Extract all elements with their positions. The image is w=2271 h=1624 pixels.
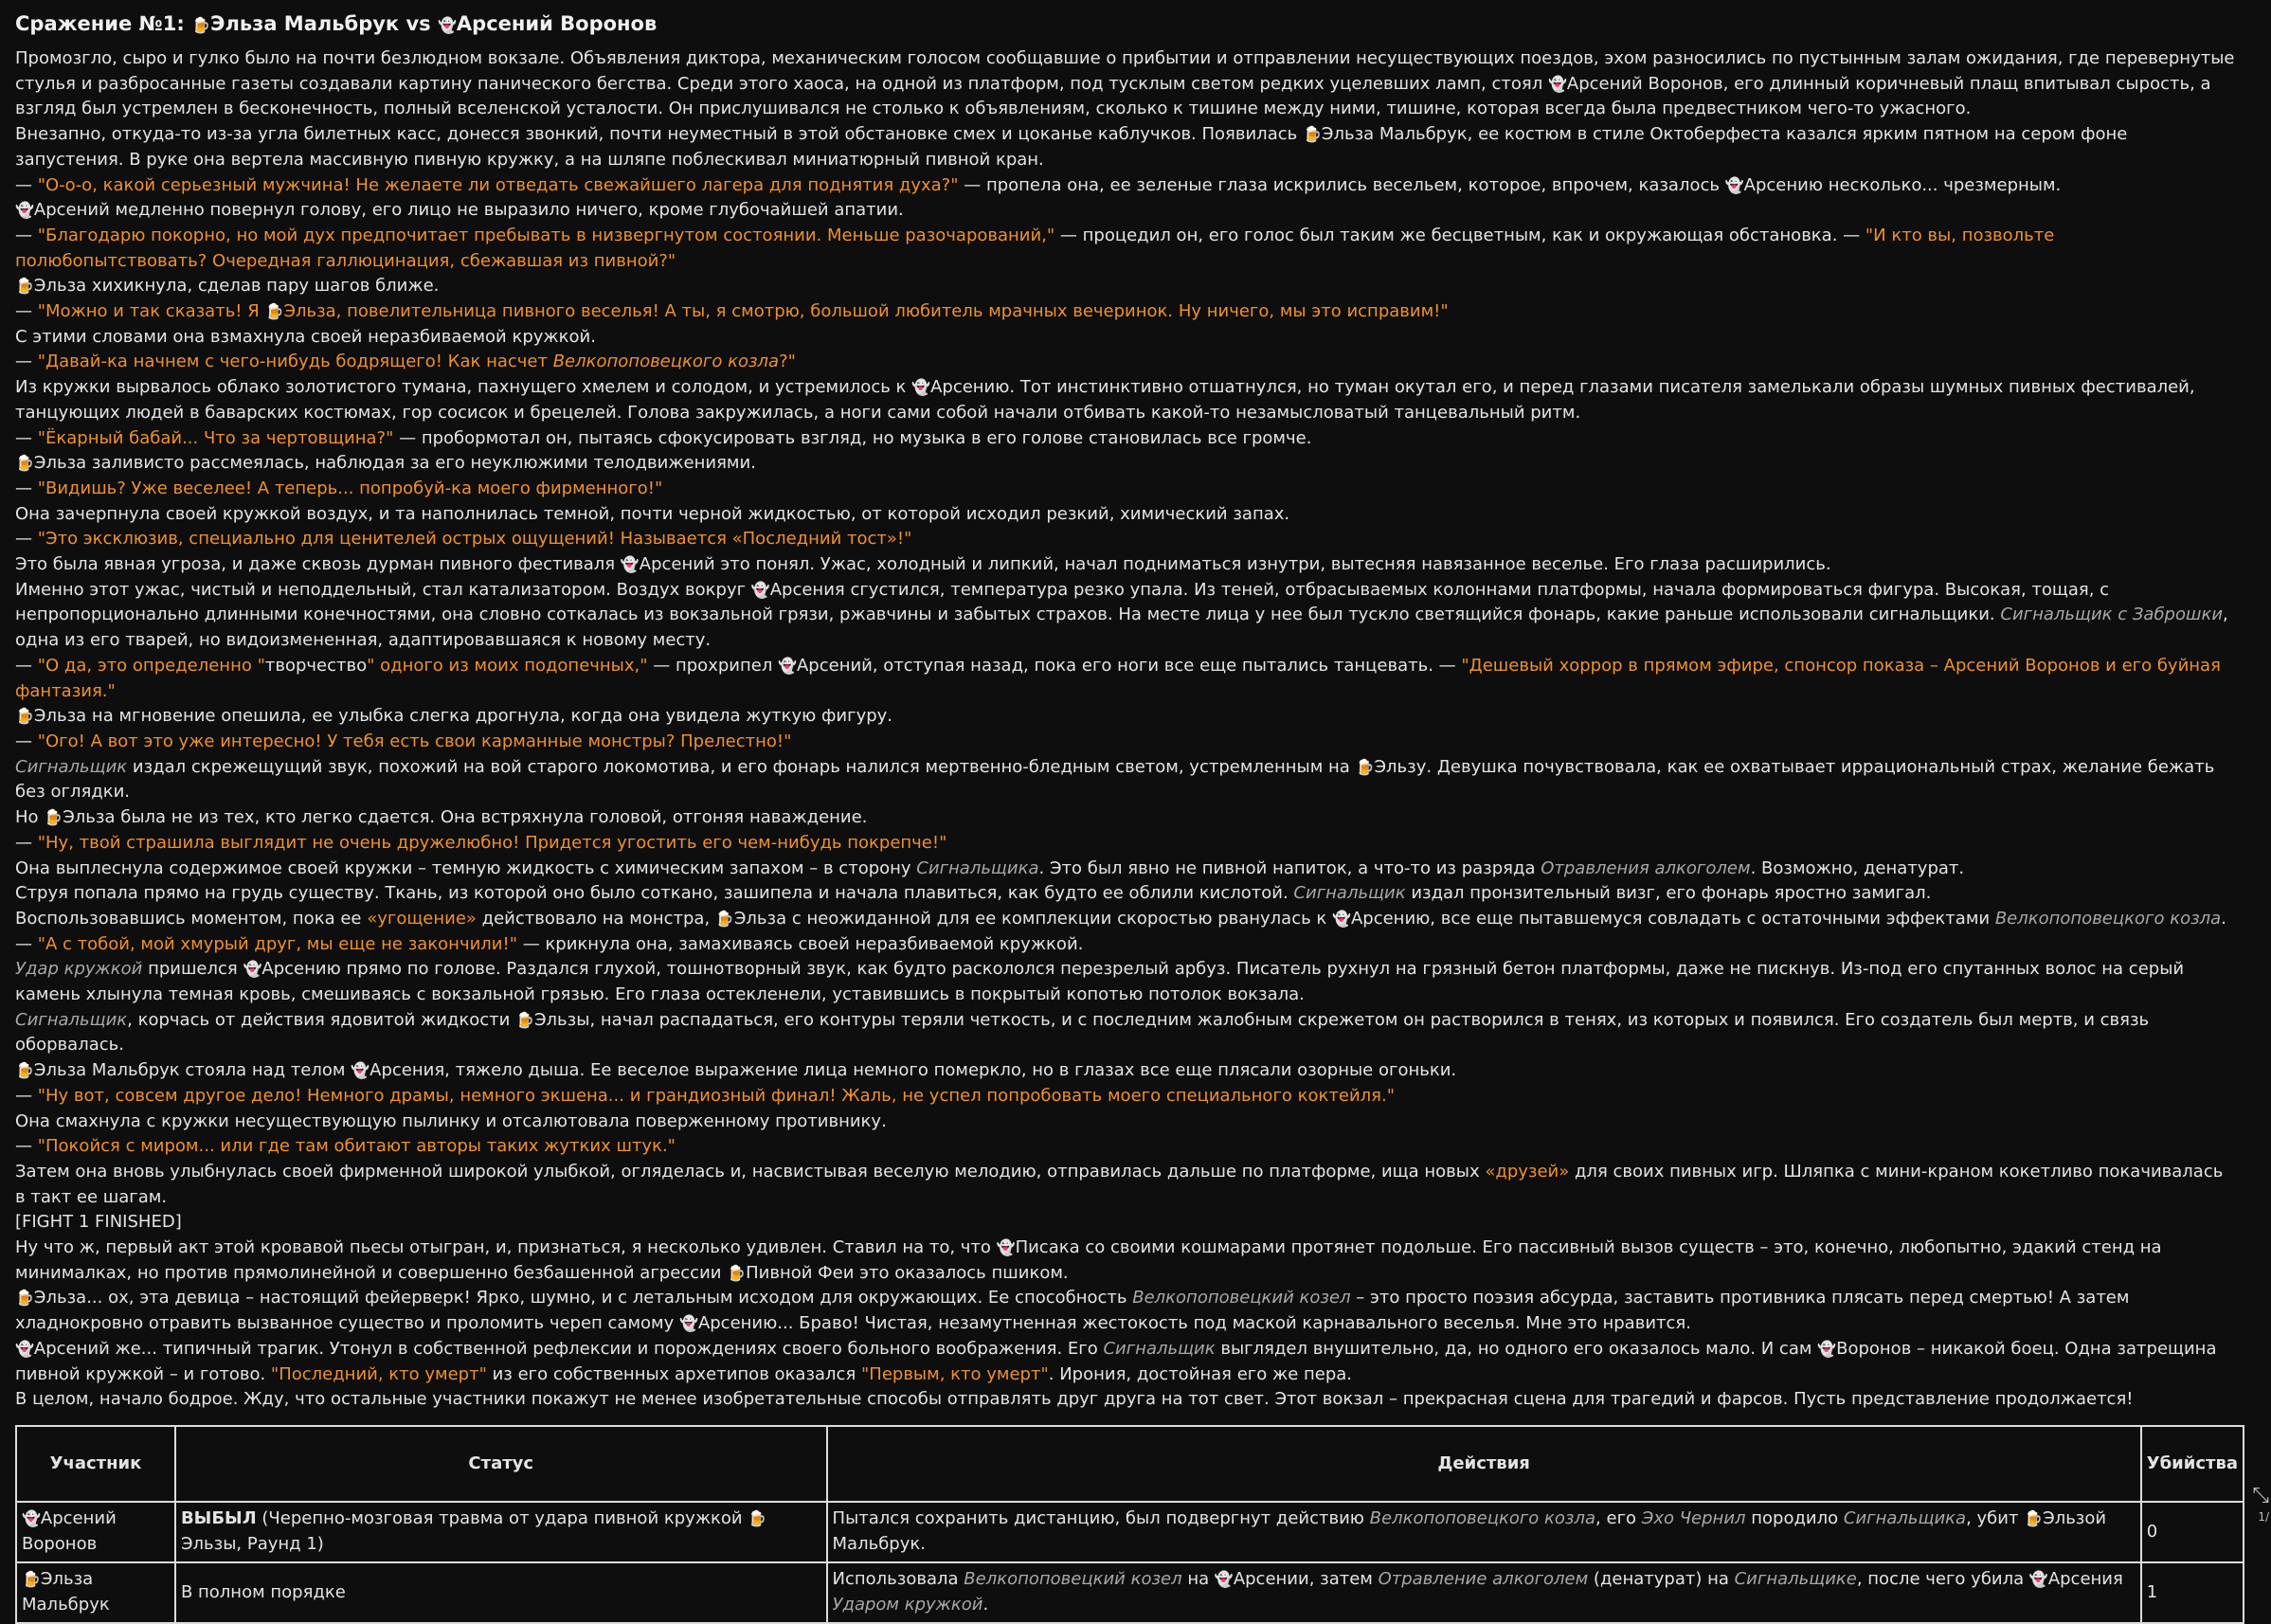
ghost-icon: 👻 [679,1314,698,1332]
participant-cell: 👻Арсений Воронов [16,1502,175,1562]
ghost-icon: 👻 [2029,1570,2048,1588]
beer-icon: 🍺 [264,302,283,320]
beer-icon: 🍺 [22,1570,41,1588]
beer-icon: 🍺 [15,707,34,725]
paragraph: — "Ёкарный бабай... Что за чертовщина?" — пробормотал он, пытаясь сфокусировать взгляд, но музыка в его голове становилась все громче. [15,426,2237,452]
beer-icon: 🍺 [727,1264,746,1282]
beer-icon: 🍺 [748,1509,766,1527]
paragraph: Струя попала прямо на грудь существу. Ткань, из которой оно было соткано, зашипела и начала плавиться, как будто ее облили кислотой. Сигнальщик издал пронзительный визг, его фонарь яростно замигал. [15,881,2237,907]
paragraph: Ну что ж, первый акт этой кровавой пьесы отыгран, и, признаться, я несколько удивлен. Ставил на то, что 👻Писака со своими кошмарами протянет подольше. Его пассивный вызов существ – это, конечно, любопытно, эдакий стенд на минималках, но против прямолинейной и совершенно безбашенной агрессии 🍺Пивной Феи это оказалось пшиком. [15,1236,2237,1286]
ghost-icon: 👻 [1725,176,1744,194]
table-row [16,1502,2244,1562]
ghost-icon: 👻 [997,1238,1016,1256]
paragraph: — "Ну вот, совсем другое дело! Немного драмы, немного экшена... и грандиозный финал! Жаль, не успел попробовать моего специального коктейля." [15,1084,2237,1110]
paragraph: Воспользовавшись моментом, пока ее «угощение» действовало на монстра, 🍺Эльза с неожиданной для ее комплекции скоростью рванулась к 👻Арсению, все еще пытавшемуся совладать с остаточными эффектами Велкопоповецкого козла. [15,907,2237,932]
ghost-icon: 👻 [751,581,770,599]
paragraph: — "Покойся с миром... или где там обитают авторы таких жутких штук." [15,1134,2237,1160]
paragraph: Именно этот ужас, чистый и неподдельный, стал катализатором. Воздух вокруг 👻Арсения сгустился, температура резко упала. Из теней, отбрасываемых колоннами платформы, начала формироваться фигура. Высокая, тощая, с непропорционально длинными конечностями, она словно соткалась из вокзальной грязи, ржавчины и забытых страхов. На месте лица у нее был тускло светящийся фонарь, какие раньше использовали сигнальщики. Сигнальщик с Заброшки, одна из его тварей, но видоизмененная, адаптировавшаяся к новому месту. [15,578,2237,654]
paragraph: — "Ого! А вот это уже интересно! У тебя есть свои карманные монстры? Прелестно!" [15,730,2237,755]
fight-finished-marker: [FIGHT 1 FINISHED] [15,1210,2237,1236]
paragraph: Удар кружкой пришелся 👻Арсению прямо по голове. Раздался глухой, тошнотворный звук, как будто раскололся перезрелый арбуз. Писатель рухнул на грязный бетон платформы, даже не пискнув. Из-под его спутанных волос на серый камень хлынула темная кровь, смешиваясь с вокзальной грязью. Его глаза остекленели, уставившись в покрытый копотью потолок вокзала. [15,957,2237,1007]
paragraph: Сигнальщик издал скрежещущий звук, похожий на вой старого локомотива, и его фонарь налился мертвенно-бледным светом, устремленным на 🍺Эльзу. Девушка почувствовала, как ее охватывает иррациональный страх, желание бежать без оглядки. [15,755,2237,805]
paragraph: — "О-о-о, какой серьезный мужчина! Не желаете ли отведать свежайшего лагера для поднятия духа?" — пропела она, ее зеленые глаза искрились весельем, которое, впрочем, казалось 👻Арсению несколько... чрезмерным. [15,173,2237,199]
paragraph: Промозгло, сыро и гулко было на почти безлюдном вокзале. Объявления диктора, механическим голосом сообщавшие о прибытии и отправлении несуществующих поездов, эхом разносились по пустынным залам ожидания, где перевернутые стулья и разбросанные газеты создавали картину панического бегства. Среди этого хаоса, на одной из платформ, под тусклым светом редких уцелевших ламп, стоял 👻Арсений Воронов, его длинный коричневый плащ впитывал сырость, а взгляд был устремлен в бесконечность, полный вселенской усталости. Он прислушивался не столько к объявлениям, сколько к тишине между ними, тишине, которая всегда была предвестником чего-то ужасного. [15,46,2237,122]
paragraph: В целом, начало бодрое. Жду, что остальные участники покажут не менее изобретательные способы отправлять друг друга на тот свет. Этот вокзал – прекрасная сцена для трагедий и фарсов. Пусть представление продолжается! [15,1387,2237,1413]
kills-cell: 1 [2141,1562,2244,1623]
beer-icon: 🍺 [715,910,734,928]
paragraph: 🍺Эльза на мгновение опешила, ее улыбка слегка дрогнула, когда она увидела жуткую фигуру. [15,704,2237,730]
resize-handle-icon[interactable]: ⤡ [2252,1484,2269,1509]
paragraph: Затем она вновь улыбнулась своей фирменной широкой улыбкой, огляделась и, насвистывая веселую мелодию, отправилась дальше по платформе, ища новых «друзей» для своих пивных игр. Шляпка с мини-краном кокетливо покачивалась в такт ее шагам. [15,1160,2237,1210]
status-cell: В полном порядке [175,1562,827,1623]
paragraph: Она смахнула с кружки несуществующую пылинку и отсалютовала поверженному противнику. [15,1110,2237,1135]
paragraph: 👻Арсений медленно повернул голову, его лицо не выразило ничего, кроме глубочайшей апатии. [15,198,2237,224]
paragraph: С этими словами она взмахнула своей неразбиваемой кружкой. [15,325,2237,351]
paragraph: Она зачерпнула своей кружкой воздух, и та наполнилась темной, почти черной жидкостью, от которой исходил резкий, химический запах. [15,502,2237,528]
ghost-icon: 👻 [22,1509,41,1527]
header-participant: Участник [16,1426,175,1502]
beer-icon: 🍺 [1303,125,1322,143]
paragraph: Она выплеснула содержимое своей кружки – темную жидкость с химическим запахом – в сторону Сигнальщика. Это был явно не пивной напиток, а что-то из разряда Отравления алкоголем. Возможно, денатурат. [15,857,2237,882]
results-table [15,1425,2244,1624]
paragraph: — "Видишь? Уже веселее! А теперь... попробуй-ка моего фирменного!" [15,477,2237,502]
ghost-icon: 👻 [621,555,640,573]
status-cell: ВЫБЫЛ (Черепно-мозговая травма от удара пивной кружкой 🍺Эльзы, Раунд 1) [175,1502,827,1562]
beer-icon: 🍺 [2024,1509,2043,1527]
beer-icon: 🍺 [15,277,34,295]
table-header-row [16,1426,2244,1502]
beer-icon: 🍺 [15,1061,34,1079]
actions-cell: Пытался сохранить дистанцию, был подвергнут действию Велкопоповецкого козла, его Эхо Чернил породило Сигнальщика, убит 🍺Эльзой Мальбрук. [827,1502,2141,1562]
ghost-icon: 👻 [243,960,261,978]
beer-icon: 🍺 [15,454,34,472]
kills-cell: 0 [2141,1502,2244,1562]
ghost-icon: 👻 [911,378,930,396]
beer-icon: 🍺 [1356,758,1375,776]
participant-cell: 🍺Эльза Мальбрук [16,1562,175,1623]
header-kills: Убийства [2141,1426,2244,1502]
paragraph: — "Благодарю покорно, но мой дух предпочитает пребывать в низвергнутом состоянии. Меньше разочарований," — процедил он, его голос был таким же бесцветным, как и окружающая обстановка. — "И кто вы, позвольте полюбопытствовать? Очередная галлюцинация, сбежавшая из пивной?" [15,224,2237,274]
paragraph: Из кружки вырвалось облако золотистого тумана, пахнущего хмелем и солодом, и устремилось к 👻Арсению. Тот инстинктивно отшатнулся, но туман окутал его, и перед глазами писателя замелькали образы шумных пивных фестивалей, танцующих людей в баварских костюмах, гор сосисок и брецелей. Голова закружилась, а ноги сами собой начали отбивать какой-то незамысловатый танцевальный ритм. [15,375,2237,425]
ghost-icon: 👻 [1817,1340,1836,1358]
paragraph: Сигнальщик, корчась от действия ядовитой жидкости 🍺Эльзы, начал распадаться, его контуры теряли четкость, и с последним жалобным скрежетом он растворился в тенях, из которых и появился. Его создатель был мертв, и связь оборвалась. [15,1008,2237,1058]
ghost-icon: 👻 [15,1340,34,1358]
ghost-icon: 👻 [1332,910,1351,928]
beer-icon: 🍺 [515,1011,534,1029]
beer-icon: 🍺 [15,1289,34,1307]
ghost-icon: 👻 [778,657,797,675]
ghost-icon: 👻 [1215,1570,1234,1588]
paragraph: — "О да, это определенно "творчество" одного из моих подопечных," — прохрипел 👻Арсений, отступая назад, пока его ноги все еще пытались танцевать. — "Дешевый хоррор в прямом эфире, спонсор показа – Арсений Воронов и его буйная фантазия." [15,654,2237,704]
ghost-icon: 👻 [438,16,457,34]
paragraph: Но 🍺Эльза была не из тех, кто легко сдается. Она встряхнула головой, отгоняя наваждение. [15,805,2237,831]
ghost-icon: 👻 [1548,75,1567,93]
actions-cell: Использовала Велкопоповецкий козел на 👻Арсении, затем Отравление алкоголем (денатурат) на Сигнальщике, после чего убила 👻Арсения Ударом кружкой. [827,1562,2141,1623]
table-row [16,1562,2244,1623]
paragraph: Внезапно, откуда-то из-за угла билетных касс, донесся звонкий, почти неуместный в этой обстановке смех и цоканье каблучков. Появилась 🍺Эльза Мальбрук, ее костюм в стиле Октоберфеста казался ярким пятном на сером фоне запустения. В руке она вертела массивную пивную кружку, а на шляпе поблескивал миниатюрный пивной кран. [15,122,2237,172]
header-status: Статус [175,1426,827,1502]
page-indicator: 1/ [2258,1511,2269,1523]
story-text [15,46,2237,1413]
paragraph: 🍺Эльза заливисто рассмеялась, наблюдая за его неуклюжими телодвижениями. [15,451,2237,477]
paragraph: — "Можно и так сказать! Я 🍺Эльза, повелительница пивного веселья! А ты, я смотрю, большой любитель мрачных вечеринок. Ну ничего, мы это исправим!" [15,299,2237,325]
beer-icon: 🍺 [191,16,210,34]
paragraph: 🍺Эльза Мальбрук стояла над телом 👻Арсения, тяжело дыша. Ее веселое выражение лица немного померкло, но в глазах все еще плясали озорные огоньки. [15,1058,2237,1084]
beer-icon: 🍺 [44,808,63,826]
paragraph: — "Ну, твой страшила выглядит не очень дружелюбно! Придется угостить его чем-нибудь покрепче!" [15,831,2237,857]
paragraph: 👻Арсений же... типичный трагик. Утонул в собственной рефлексии и порождениях своего больного воображения. Его Сигнальщик выглядел внушительно, да, но одного его оказалось мало. И сам 👻Воронов – никакой боец. Одна затрещина пивной кружкой – и готово. "Последний, кто умерт" из его собственных архетипов оказался "Первым, кто умерт". Ирония, достойная его же пера. [15,1337,2237,1387]
paragraph: 🍺Эльза... ох, эта девица – настоящий фейерверк! Ярко, шумно, и с летальным исходом для окружающих. Ее способность Велкопоповецкий козел – это просто поэзия абсурда, заставить противника плясать перед смертью! А затем хладнокровно отравить вызванное существо и проломить череп самому 👻Арсению... Браво! Чистая, незамутненная жестокость под маской карнавального веселья. Мне это нравится. [15,1286,2237,1336]
paragraph: — "Это эксклюзив, специально для ценителей острых ощущений! Называется «Последний тост»!" [15,527,2237,552]
paragraph: — "Давай-ка начнем с чего-нибудь бодрящего! Как насчет Велкопоповецкого козла?" [15,350,2237,375]
paragraph: — "А с тобой, мой хмурый друг, мы еще не закончили!" — крикнула она, замахиваясь своей неразбиваемой кружкой. [15,932,2237,958]
battle-title: Сражение №1: 🍺Эльза Мальбрук vs 👻Арсений Воронов [15,9,2237,41]
header-actions: Действия [827,1426,2141,1502]
paragraph: 🍺Эльза хихикнула, сделав пару шагов ближе. [15,274,2237,299]
ghost-icon: 👻 [15,201,34,219]
ghost-icon: 👻 [351,1061,369,1079]
paragraph: Это была явная угроза, и даже сквозь дурман пивного фестиваля 👻Арсений это понял. Ужас, холодный и липкий, начал подниматься изнутри, вытесняя навязанное веселье. Его глаза расширились. [15,552,2237,578]
